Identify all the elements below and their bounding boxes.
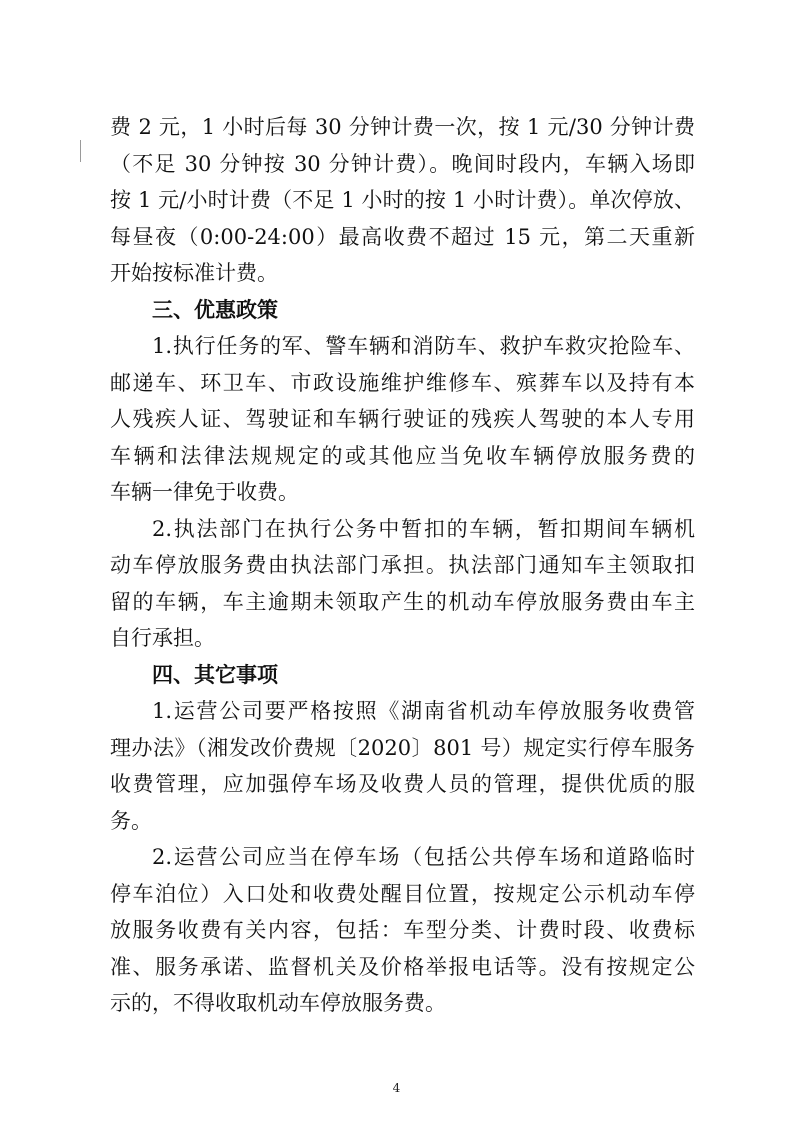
text-line: 人残疾人证、驾驶证和车辆行驶证的残疾人驾驶的本人专用 bbox=[110, 407, 695, 431]
text-line: 开始按标准计费。 bbox=[110, 261, 278, 285]
text-line: 动车停放服务费由执法部门承担。执法部门通知车主领取扣 bbox=[110, 553, 695, 577]
text-line: 示的，不得收取机动车停放服务费。 bbox=[110, 991, 446, 1015]
text-line: 准、服务承诺、监督机关及价格举报电话等。没有按规定公 bbox=[110, 954, 695, 979]
text-line: 1.运营公司要严格按照《湖南省机动车停放服务收费管 bbox=[152, 699, 695, 723]
text-line: 车辆一律免于收费。 bbox=[110, 480, 299, 504]
text-line: （不足 30 分钟按 30 分钟计费）。晚间时段内，车辆入场即 bbox=[110, 151, 695, 176]
text-line: 务。 bbox=[110, 808, 152, 833]
text-line: 2.运营公司应当在停车场（包括公共停车场和道路临时 bbox=[152, 845, 695, 869]
text-line: 停车泊位）入口处和收费处醒目位置，按规定公示机动车停 bbox=[110, 881, 695, 906]
text-line: 留的车辆，车主逾期未领取产生的机动车停放服务费由车主 bbox=[110, 589, 695, 614]
text-line: 收费管理，应加强停车场及收费人员的管理，提供优质的服 bbox=[110, 772, 695, 796]
page-number: 4 bbox=[392, 1081, 401, 1095]
document-body bbox=[110, 109, 695, 1022]
text-line: 2.执法部门在执行公务中暂扣的车辆，暂扣期间车辆机 bbox=[152, 516, 695, 541]
text-line: 车辆和法律法规规定的或其他应当免收车辆停放服务费的 bbox=[110, 443, 695, 468]
margin-mark bbox=[80, 140, 81, 162]
text-line: 费 2 元，1 小时后每 30 分钟计费一次，按 1 元/30 分钟计费 bbox=[110, 115, 695, 139]
text-line: 放服务收费有关内容，包括：车型分类、计费时段、收费标 bbox=[110, 918, 695, 942]
text-line: 每昼夜（0:00-24:00）最高收费不超过 15 元，第二天重新 bbox=[110, 224, 695, 249]
section-heading: 四、其它事项 bbox=[152, 661, 278, 687]
text-line: 理办法》（湘发改价费规〔2020〕801 号）规定实行停车服务 bbox=[110, 735, 695, 760]
text-line: 按 1 元/小时计费（不足 1 小时的按 1 小时计费）。单次停放、 bbox=[110, 188, 695, 212]
text-line: 1.执行任务的军、警车辆和消防车、救护车救灾抢险车、 bbox=[152, 334, 695, 358]
section-heading: 三、优惠政策 bbox=[152, 296, 278, 322]
text-line: 自行承担。 bbox=[110, 626, 215, 650]
text-line: 邮递车、环卫车、市政设施维护维修车、殡葬车以及持有本 bbox=[110, 370, 695, 395]
